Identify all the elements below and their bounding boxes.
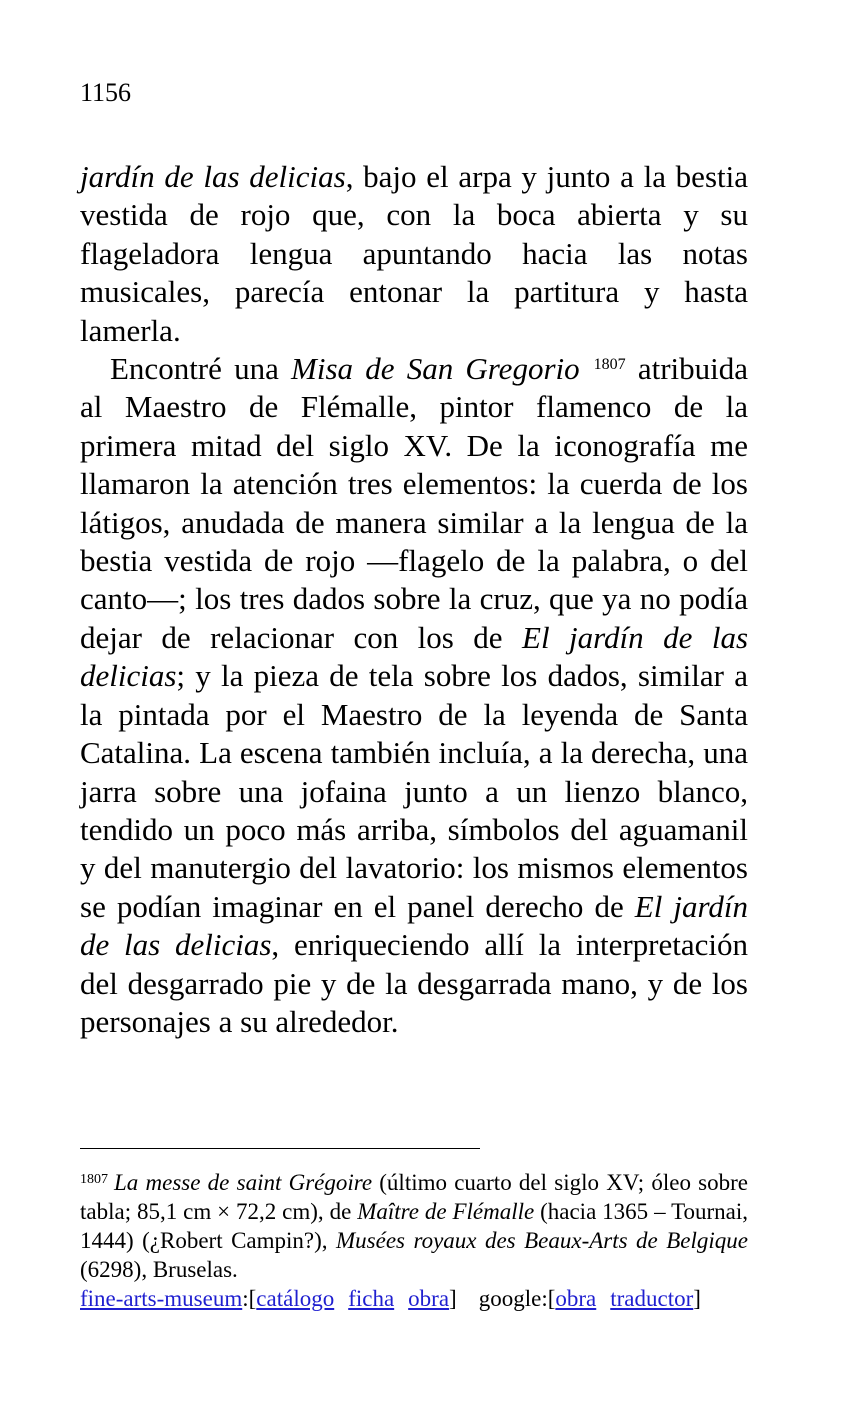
- google-traductor-link[interactable]: traductor: [610, 1286, 694, 1311]
- footnote-artwork-title: La messe de saint Grégoire: [114, 1170, 373, 1195]
- fine-arts-museum-link[interactable]: fine-arts-museum: [80, 1286, 243, 1311]
- google-prefix: google:[: [478, 1286, 556, 1311]
- paragraph-text: atribuida al Maestro de Flémalle, pintor flamenco de la primera mitad del siglo XV. De la iconografía me llamaron la atención tres elementos: la cuerda de los látigos, anudada de manera similar a la lengua de la bestia vestida de rojo —flagelo de la palabra, o del canto—; los tres dados sobre la cruz, que ya no podía dejar de relacionar con los de: [80, 351, 749, 655]
- footnote-text: [80, 1168, 748, 1284]
- catalogo-link[interactable]: catálogo: [256, 1286, 335, 1311]
- google-obra-link[interactable]: obra: [555, 1286, 597, 1311]
- paragraph-text: , enriqueciendo allí la interpretación del desgarrado pie y de la desgarrada mano, y de los personajes a su alrededor.: [80, 927, 748, 1039]
- artwork-title: El jardín de las delicias: [80, 888, 748, 963]
- artwork-title: Misa de San Gregorio: [291, 351, 580, 387]
- footnote-divider: [80, 1148, 480, 1149]
- page-number: 1156: [80, 78, 132, 107]
- paragraph-text: ; y la pieza de tela sobre los dados, similar a la pintada por el Maestro de la leyenda de Santa Catalina. La escena también incluía, a la derecha, una jarra sobre una jofaina junto a un lienzo blanco, tendido un poco más arriba, símbolos del aguamanil y del manutergio del lavatorio: los mismos elementos se podían imaginar en el panel derecho de: [80, 658, 748, 924]
- obra-link[interactable]: obra: [408, 1286, 450, 1311]
- paragraph-text: , bajo el arpa y junto a la bestia vestida de rojo que, con la boca abierta y su flageladora lengua apuntando hacia las notas musicales, parecía entonar la partitura y hasta lamerla.: [80, 159, 748, 348]
- link-bracket: :[: [242, 1286, 257, 1311]
- paragraph-misa: [80, 350, 748, 1041]
- ficha-link[interactable]: ficha: [348, 1286, 395, 1311]
- link-bracket: ]: [693, 1286, 701, 1311]
- footnote-author: Maître de Flémalle: [357, 1199, 535, 1224]
- footnote-detail: (hacia 1365 – Tournai, 1444) (¿Robert Campin?),: [80, 1199, 749, 1253]
- artwork-title: El jardín de las delicias: [80, 619, 749, 694]
- footnote-reference[interactable]: 1807: [593, 356, 626, 374]
- footnote-detail: (6298), Bruselas.: [80, 1257, 238, 1282]
- paragraph-lead: Encontré una: [110, 351, 292, 387]
- paragraph-continuation: [80, 158, 748, 350]
- link-bracket: ]: [449, 1286, 457, 1311]
- footnote: [80, 1168, 748, 1313]
- footnote-museum: Musées royaux des Beaux-Arts de Belgique: [336, 1228, 748, 1253]
- footnote-number: 1807: [80, 1172, 108, 1187]
- footnote-links: [80, 1284, 748, 1313]
- artwork-title: jardín de las delicias: [80, 159, 346, 194]
- body-text: [80, 158, 748, 1041]
- footnote-detail: (último cuarto del siglo XV; óleo sobre tabla; 85,1 cm × 72,2 cm), de: [80, 1170, 748, 1224]
